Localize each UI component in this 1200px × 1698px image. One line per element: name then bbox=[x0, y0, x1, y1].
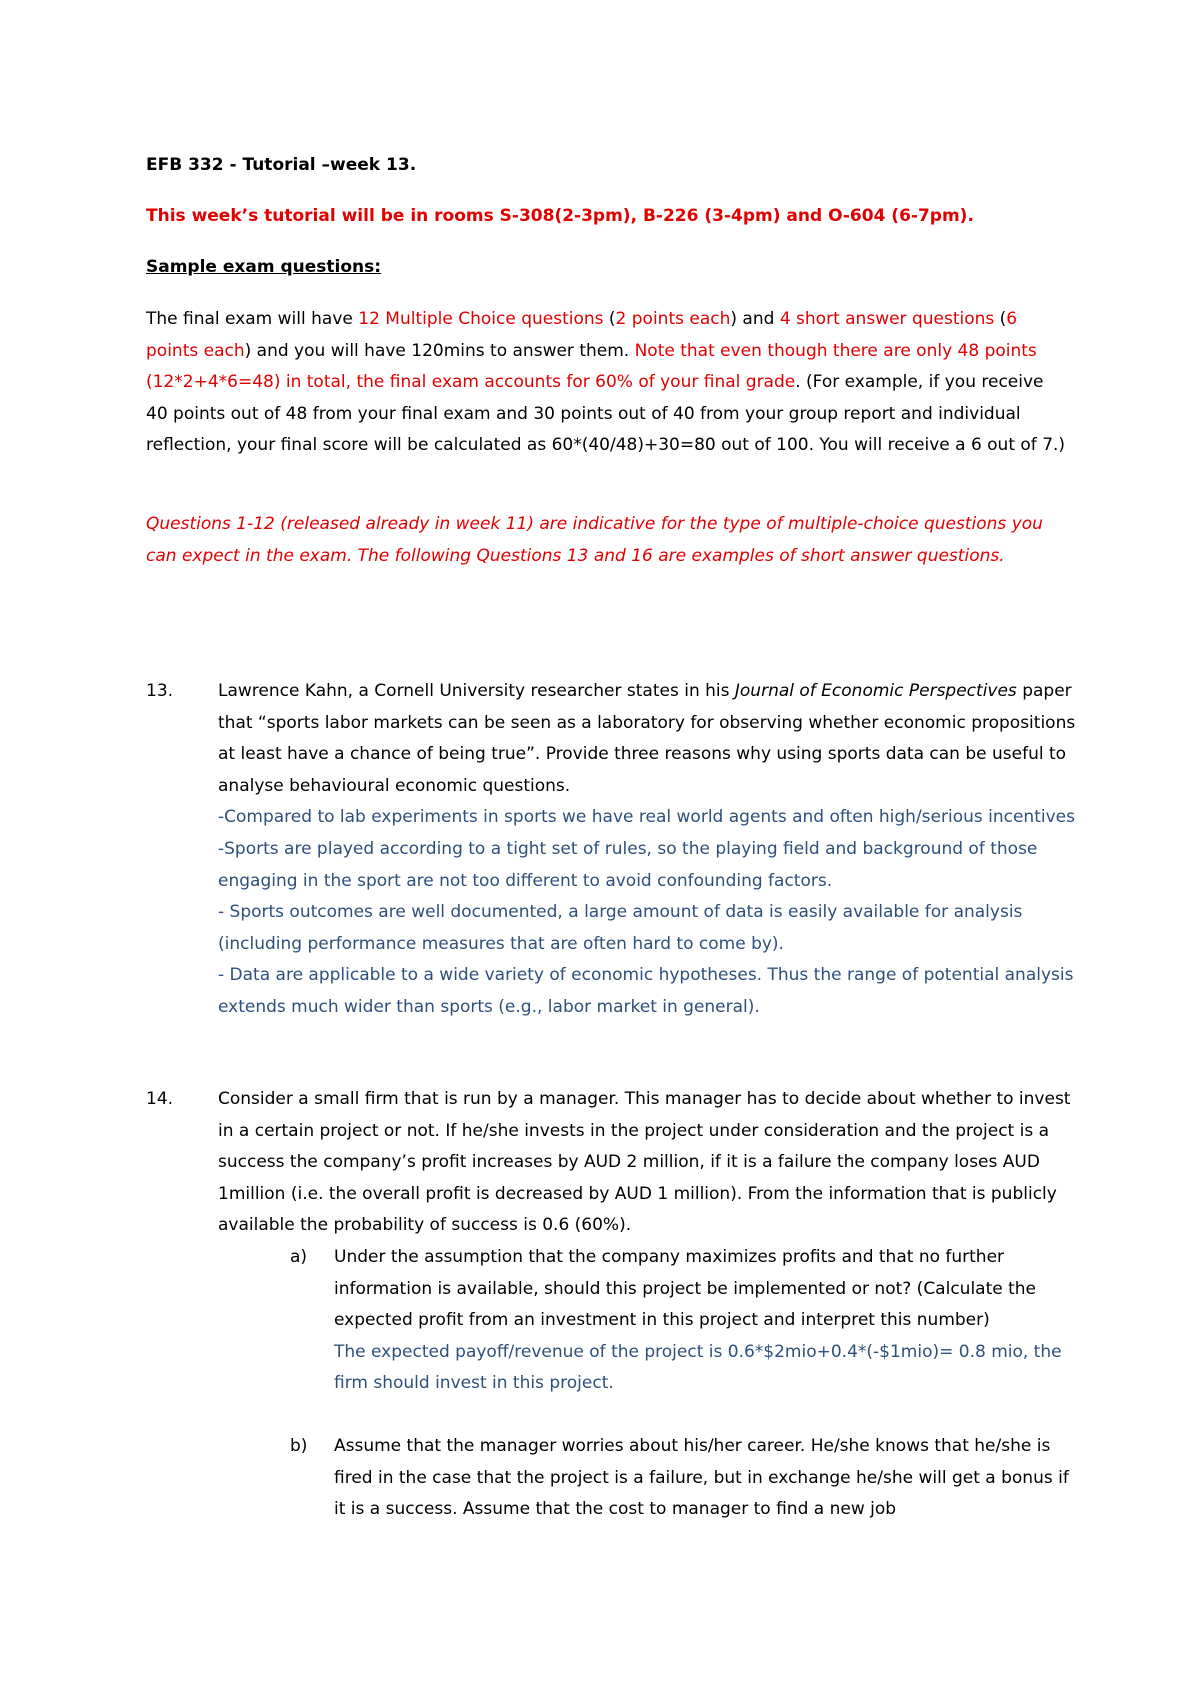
subquestion-text: Under the assumption that the company maximizes profits and that no further information is available, should this project be implemented or not? (Calculate the expected profit from an investment in this project and interpret this number) bbox=[334, 1246, 1037, 1331]
answer-item: The expected payoff/revenue of the project is 0.6*$2mio+0.4*(-$1mio)= 0.8 mio, the firm should invest in this project. bbox=[334, 1341, 1062, 1394]
intro-text: ( bbox=[994, 309, 1007, 329]
subquestion-text: Assume that the manager worries about his/her career. He/she knows that he/she is fired in the case that the project is a failure, but in exchange he/she will get a bonus if it is a success. Assume that the cost to manager to find a new job bbox=[334, 1435, 1069, 1520]
question-number: 14. bbox=[146, 1089, 174, 1109]
question-text bbox=[218, 676, 1076, 802]
subquestion-label: a) bbox=[290, 1246, 308, 1267]
subquestion-b bbox=[290, 1431, 1076, 1526]
intro-text: ( bbox=[603, 309, 616, 329]
intro-text: . (For example, if you receive 40 points out of 48 from your final exam and 30 points out of 40 from your group report and individual reflection, your final score will be calculated as 60*(40/48)+30=80 out of 100. You will receive a 6 out of 7.) bbox=[146, 372, 1066, 456]
intro-highlight: 12 Multiple Choice questions bbox=[358, 309, 604, 329]
intro-text: ) and bbox=[730, 309, 780, 329]
question-14 bbox=[146, 1084, 1076, 1526]
document-title: EFB 332 - Tutorial –week 13. bbox=[146, 155, 417, 175]
intro-text: The final exam will have bbox=[146, 309, 359, 329]
subquestion-body bbox=[334, 1431, 1076, 1526]
question-13 bbox=[146, 676, 1076, 1024]
subquestion-body bbox=[334, 1242, 1076, 1400]
question-text: Consider a small firm that is run by a manager. This manager has to decide about whether to invest in a certain project or not. If he/she invests in the project under consideration and the project is a success the company’s profit increases by AUD 2 million, if it is a failure the company loses AUD 1million (i.e. the overall profit is decreased by AUD 1 million). From the information that is publicly available the probability of success is 0.6 (60%). bbox=[218, 1089, 1071, 1236]
sample-exam-heading: Sample exam questions: bbox=[146, 257, 382, 277]
question-text-part: Lawrence Kahn, a Cornell University researcher states in his bbox=[218, 681, 735, 701]
question-number: 13. bbox=[146, 681, 174, 701]
intro-highlight: 2 points each bbox=[615, 309, 731, 329]
intro-highlight: Note that even though there are only 48 points (12*2+4*6=48) in total, the final exam accounts for 60% of your final grade bbox=[146, 340, 1037, 393]
questions-note: Questions 1-12 (released already in week 11) are indicative for the type of multiple-choice questions you can expect in the exam. The following Questions 13 and 16 are examples of short answer questions. bbox=[146, 514, 1043, 566]
question-body bbox=[218, 676, 1076, 1024]
intro-text: ) and you will have 120mins to answer them. bbox=[244, 340, 635, 361]
subquestion-a bbox=[290, 1242, 1076, 1400]
answer-item: -Compared to lab experiments in sports we have real world agents and often high/serious incentives bbox=[218, 807, 1075, 828]
question-text-part: paper that “sports labor markets can be seen as a laboratory for observing whether economic propositions at least have a chance of being true”. Provide three reasons why using sports data can be useful to analyse behavioural economic questions. bbox=[218, 681, 1076, 796]
subquestion-label: b) bbox=[290, 1435, 308, 1456]
answer-item: -Sports are played according to a tight set of rules, so the playing field and background of those engaging in the sport are not too different to avoid confounding factors. bbox=[218, 838, 1038, 891]
intro-highlight: 4 short answer questions bbox=[779, 309, 995, 329]
question-body bbox=[218, 1084, 1076, 1526]
answer-item: - Sports outcomes are well documented, a large amount of data is easily available for analysis (including performance measures that are often hard to come by). bbox=[218, 902, 1023, 954]
tutorial-rooms-notice: This week’s tutorial will be in rooms S-308(2-3pm), B-226 (3-4pm) and O-604 (6-7pm). bbox=[146, 206, 974, 226]
intro-highlight: 6 points each bbox=[146, 309, 1018, 361]
journal-title: Journal of Economic Perspectives bbox=[734, 681, 1017, 701]
exam-intro-paragraph bbox=[146, 304, 1066, 462]
answer-item: - Data are applicable to a wide variety of economic hypotheses. Thus the range of potential analysis extends much wider than sports (e.g., labor market in general). bbox=[218, 965, 1074, 1017]
